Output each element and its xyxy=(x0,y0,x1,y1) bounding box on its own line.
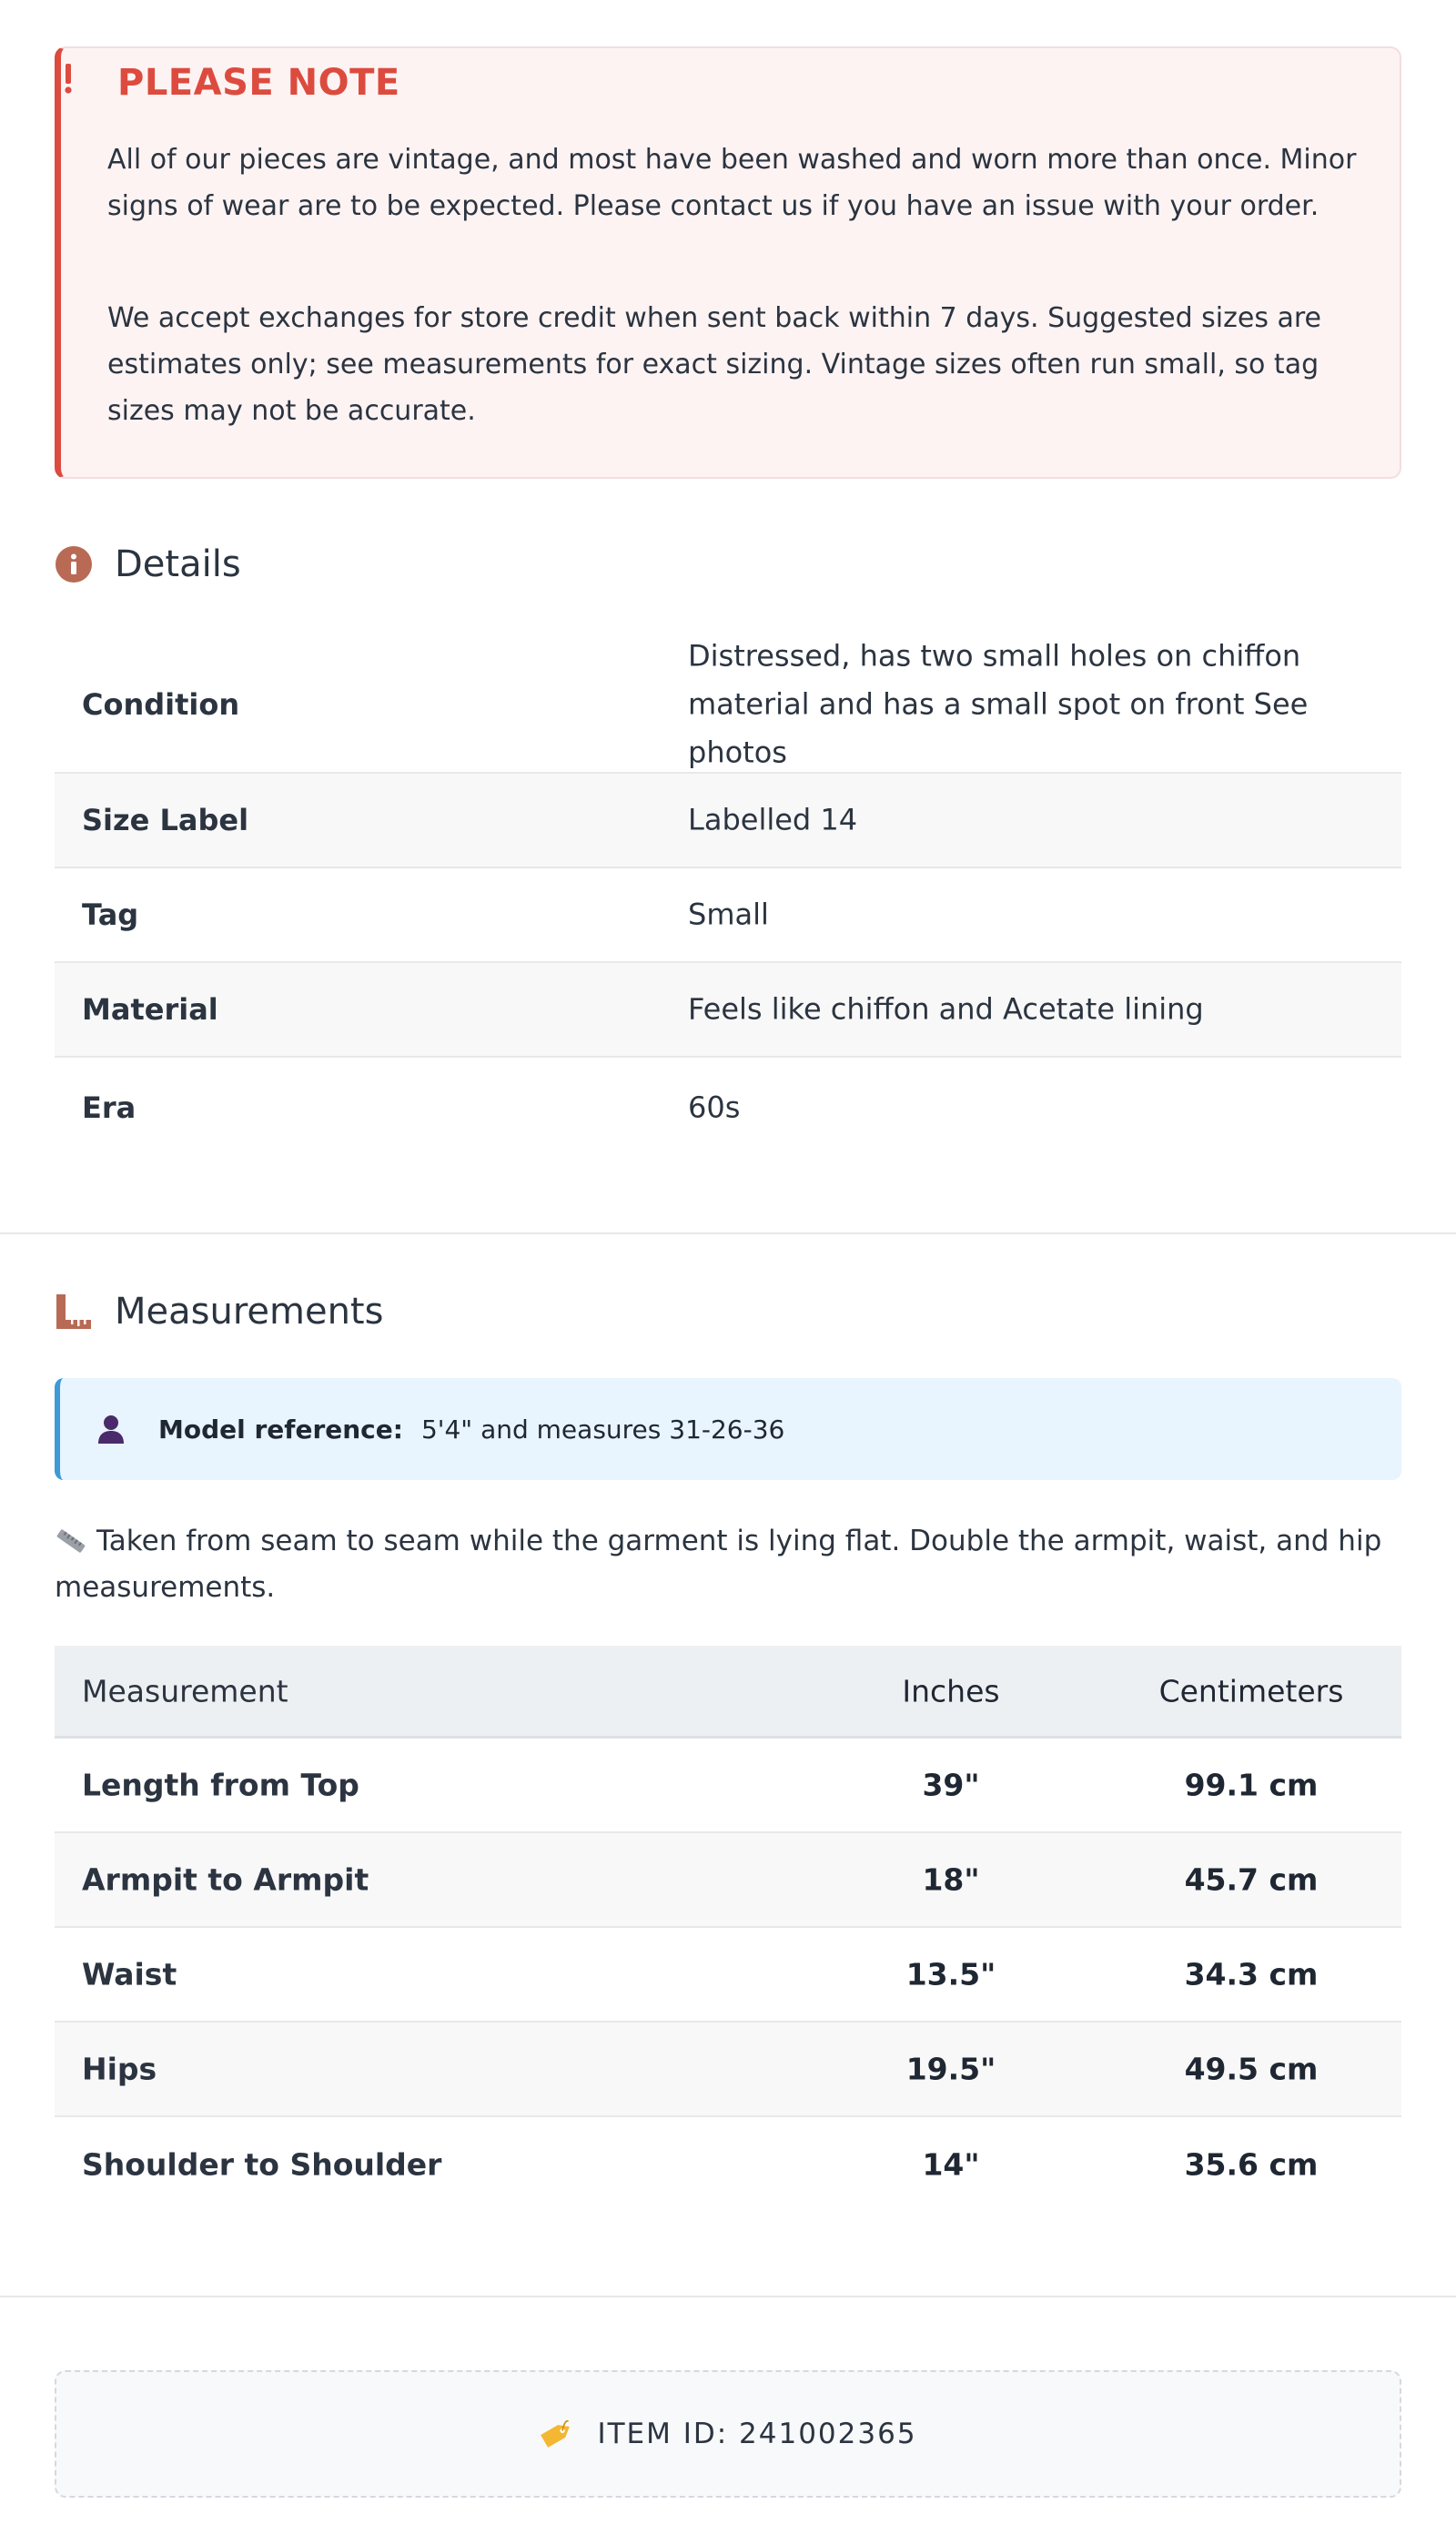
details-label: Size Label xyxy=(82,803,249,837)
details-row xyxy=(55,963,1401,1058)
tag-icon xyxy=(539,2418,575,2450)
section-divider xyxy=(0,2296,1456,2297)
details-value: Small xyxy=(688,897,769,932)
details-value: Labelled 14 xyxy=(688,802,858,837)
measurement-inches: 13.5" xyxy=(905,1956,996,1992)
model-reference-value: 5'4" and measures 31-26-36 xyxy=(420,1414,785,1445)
measurement-cm: 34.3 cm xyxy=(1184,1956,1319,1992)
details-header xyxy=(55,543,241,585)
details-row xyxy=(55,1058,1401,1158)
measurement-cm: 49.5 cm xyxy=(1184,2051,1319,2087)
measurement-name: Armpit to Armpit xyxy=(82,1861,369,1898)
details-title: Details xyxy=(115,543,241,585)
measurement-note xyxy=(55,1518,1401,1611)
ruler-small-icon xyxy=(55,1522,87,1547)
measurement-name: Waist xyxy=(82,1956,177,1992)
details-label: Era xyxy=(82,1090,136,1125)
info-icon xyxy=(55,545,93,583)
notice-paragraph: All of our pieces are vintage, and most have been washed and worn more than once. Minor signs of wear are to be expected. Please contact us if you have an issue with your order. xyxy=(107,144,1357,222)
notice-header xyxy=(59,60,400,106)
measurements-title: Measurements xyxy=(115,1291,384,1333)
exclamation-icon xyxy=(59,60,96,106)
details-label: Condition xyxy=(82,687,240,722)
table-row xyxy=(55,1833,1401,1928)
details-value: 60s xyxy=(688,1090,741,1125)
column-header-centimeters: Centimeters xyxy=(1158,1673,1344,1708)
section-divider xyxy=(0,1232,1456,1234)
measurement-inches: 19.5" xyxy=(905,2051,996,2087)
table-row xyxy=(55,1928,1401,2023)
measurement-name: Hips xyxy=(82,2051,157,2087)
ruler-icon xyxy=(55,1293,93,1331)
item-id-box xyxy=(55,2370,1401,2498)
column-header-measurement: Measurement xyxy=(82,1673,288,1708)
details-value: Distressed, has two small holes on chiffon material and has a small spot on front See photos xyxy=(688,638,1309,770)
details-label: Material xyxy=(82,992,218,1027)
measurement-inches: 39" xyxy=(922,1767,980,1803)
person-icon xyxy=(95,1413,127,1445)
measurement-name: Shoulder to Shoulder xyxy=(82,2146,442,2183)
measurement-name: Length from Top xyxy=(82,1767,359,1803)
table-row xyxy=(55,1739,1401,1833)
notice-title: PLEASE NOTE xyxy=(117,62,400,104)
column-header-inches: Inches xyxy=(902,1673,1000,1708)
table-row xyxy=(55,2117,1401,2212)
details-value: Feels like chiffon and Acetate lining xyxy=(688,991,1204,1027)
measurements-table-header xyxy=(55,1646,1401,1739)
measurement-cm: 35.6 cm xyxy=(1184,2146,1319,2183)
item-id: ITEM ID: 241002365 xyxy=(597,2418,917,2450)
details-row xyxy=(55,774,1401,868)
measurements-header xyxy=(55,1291,383,1333)
measurement-note-text: Taken from seam to seam while the garment is lying flat. Double the armpit, waist, and hip measurements. xyxy=(55,1525,1382,1604)
model-reference-label: Model reference: xyxy=(158,1414,403,1445)
model-reference-box xyxy=(55,1378,1401,1480)
measurement-inches: 18" xyxy=(922,1861,980,1898)
details-row xyxy=(55,868,1401,963)
notice-paragraph: We accept exchanges for store credit when sent back within 7 days. Suggested sizes are estimates only; see measurements for exact sizing. Vintage sizes often run small, so tag sizes may not be accurate. xyxy=(107,302,1322,427)
details-label: Tag xyxy=(82,897,139,932)
details-row xyxy=(55,637,1401,774)
measurement-inches: 14" xyxy=(922,2146,980,2183)
measurement-cm: 45.7 cm xyxy=(1184,1861,1319,1898)
table-row xyxy=(55,2023,1401,2117)
measurement-cm: 99.1 cm xyxy=(1184,1767,1319,1803)
